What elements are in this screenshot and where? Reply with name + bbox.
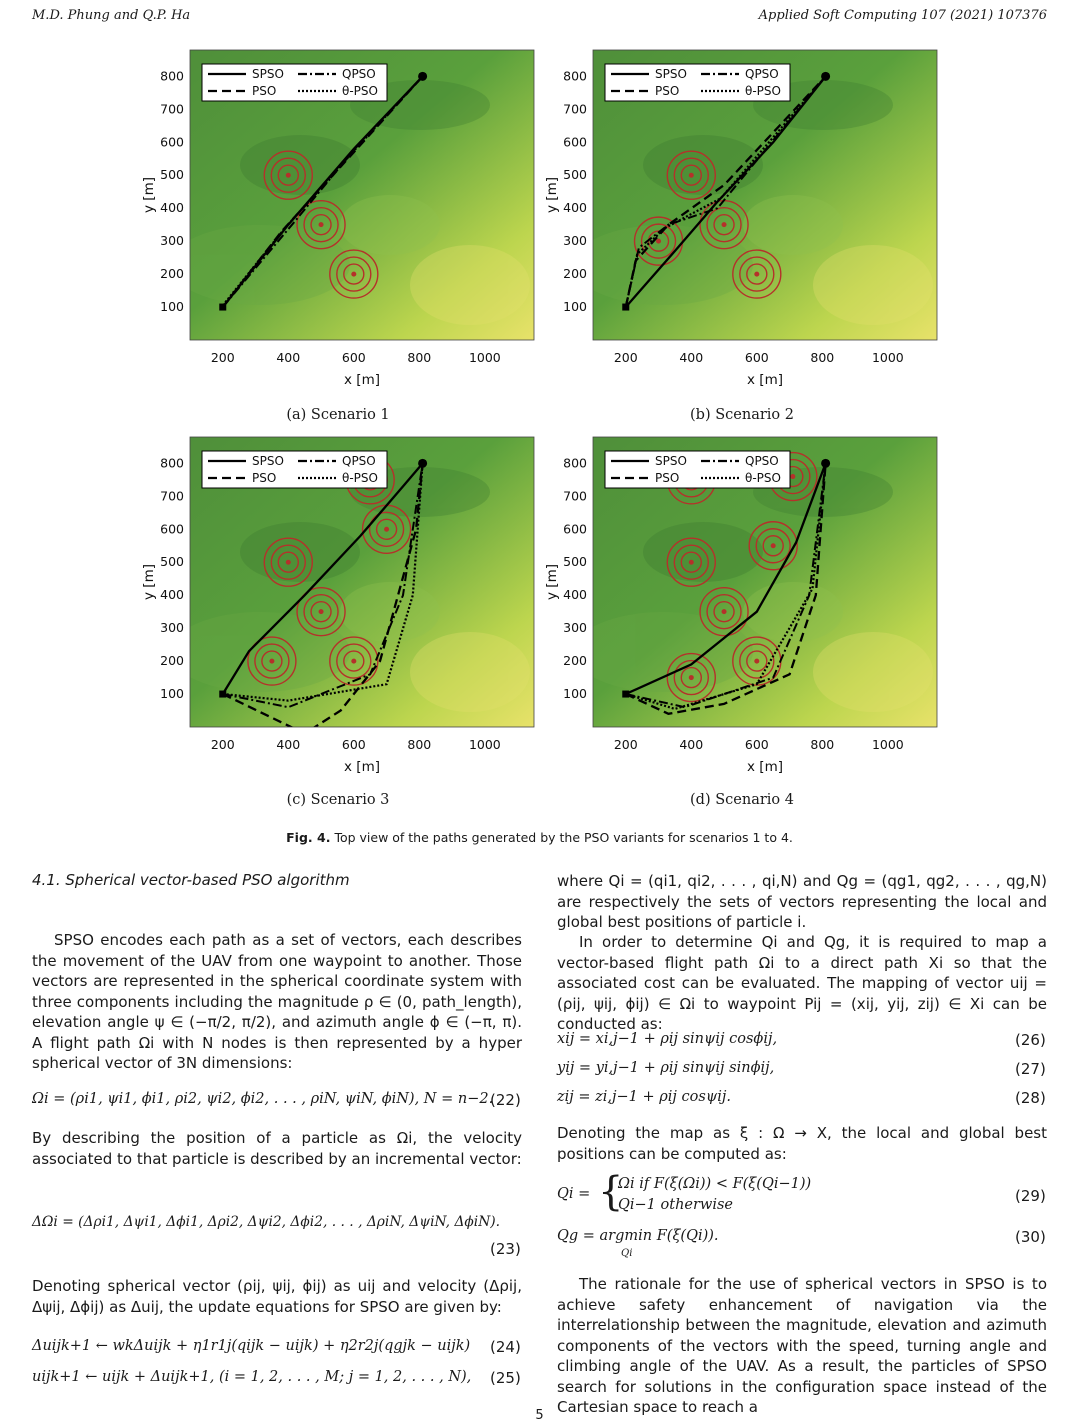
equation-29-lhs: Qi = xyxy=(557,1186,591,1202)
legend xyxy=(202,451,387,488)
threat-zone xyxy=(635,217,683,265)
x-axis-label: x [m] xyxy=(344,759,380,775)
x-tick-label: 600 xyxy=(744,737,769,752)
figure-caption xyxy=(0,830,1079,845)
x-tick-label: 1000 xyxy=(468,737,501,752)
y-tick-label: 200 xyxy=(563,653,587,669)
equation-30: Qg = argmin F(ξ(Qi)). xyxy=(557,1228,719,1244)
y-tick-label: 100 xyxy=(160,686,184,702)
equation-22: Ωi = (ρi1, ψi1, ϕi1, ρi2, ψi2, ϕi2, . . . , ρiN, ψiN, ϕiN), N = n−2. xyxy=(32,1091,494,1107)
legend xyxy=(202,64,387,101)
y-tick-label: 700 xyxy=(563,488,587,504)
right-paragraph-1: where Qi = (qi1, qi2, . . . , qi,N) and Qg = (qg1, qg2, . . . , qg,N) are respectively the sets of vectors representing the local and global best positions of particle i. xyxy=(557,872,1047,931)
equation-26: xij = xi,j−1 + ρij sinψij cosϕij, xyxy=(557,1031,778,1047)
y-tick-label: 300 xyxy=(563,233,587,249)
y-tick-label: 600 xyxy=(160,521,184,537)
y-tick-label: 500 xyxy=(563,554,587,570)
right-paragraph-2: In order to determine Qi and Qg, it is required to map a vector-based flight path Ωi to a direct path Xi so that the associated cost can be evaluated. The mapping of vector uij = (ρij, ψij, ϕij) ∈ Ωi to waypoint Pij = (xij, yij, zij) ∈ Xi can be conducted as: xyxy=(557,933,1047,1033)
x-tick-label: 1000 xyxy=(468,350,501,365)
equation-23: ΔΩi = (Δρi1, Δψi1, Δϕi1, Δρi2, Δψi2, Δϕi2, . . . , ΔρiN, ΔψiN, ΔϕiN). xyxy=(32,1214,501,1230)
x-tick-label: 400 xyxy=(679,737,704,752)
x-tick-label: 200 xyxy=(210,737,235,752)
y-axis-label: y [m] xyxy=(544,564,560,600)
x-tick-label: 400 xyxy=(276,737,301,752)
y-tick-label: 100 xyxy=(160,299,184,315)
equation-30-number: (30) xyxy=(1015,1228,1046,1246)
equation-24: Δuijk+1 ← wkΔuijk + η1r1j(qijk − uijk) + η2r2j(qgjk − uijk) xyxy=(32,1338,471,1354)
x-axis-label: x [m] xyxy=(747,759,783,775)
legend-label: PSO xyxy=(252,84,277,98)
threat-zone xyxy=(264,538,312,586)
threat-zone xyxy=(700,201,748,249)
y-tick-label: 600 xyxy=(160,134,184,150)
terrain-plot-3 xyxy=(543,432,953,777)
figure-panel-d xyxy=(543,432,953,777)
x-tick-label: 800 xyxy=(407,350,432,365)
y-axis-label: y [m] xyxy=(141,564,157,600)
y-tick-label: 800 xyxy=(160,68,184,84)
y-tick-label: 400 xyxy=(563,587,587,603)
x-tick-label: 800 xyxy=(407,737,432,752)
threat-zone xyxy=(264,151,312,199)
right-paragraph-3: Denoting the map as ξ : Ω → X, the local and global best positions can be computed as: xyxy=(557,1124,1047,1163)
legend-label: θ-PSO xyxy=(745,471,781,485)
figure-caption-text: Top view of the paths generated by the PSO variants for scenarios 1 to 4. xyxy=(334,830,793,845)
y-tick-label: 200 xyxy=(563,266,587,282)
legend-label: PSO xyxy=(655,84,680,98)
equation-26-number: (26) xyxy=(1015,1031,1046,1049)
panel-caption-b: (b) Scenario 2 xyxy=(690,407,794,423)
y-tick-label: 800 xyxy=(563,68,587,84)
x-tick-label: 200 xyxy=(613,350,638,365)
panel-caption-d: (d) Scenario 4 xyxy=(690,792,794,808)
equation-30-subscript: Qi xyxy=(621,1248,633,1259)
start-marker xyxy=(219,691,226,698)
y-tick-label: 800 xyxy=(160,455,184,471)
legend-label: SPSO xyxy=(655,67,687,81)
goal-marker xyxy=(821,72,830,81)
equation-29-brace: { xyxy=(598,1169,624,1215)
legend-label: QPSO xyxy=(745,454,779,468)
equation-25-number: (25) xyxy=(490,1369,521,1387)
left-paragraph-2: By describing the position of a particle as Ωi, the velocity associated to that particle is described by an incremental vector: xyxy=(32,1129,522,1168)
threat-zone xyxy=(733,250,781,298)
y-tick-label: 800 xyxy=(563,455,587,471)
x-tick-label: 1000 xyxy=(871,737,904,752)
y-tick-label: 400 xyxy=(160,587,184,603)
legend-label: θ-PSO xyxy=(342,471,378,485)
figure-panel-a xyxy=(140,45,550,390)
legend xyxy=(605,64,790,101)
equation-27-number: (27) xyxy=(1015,1060,1046,1078)
right-paragraph-4: The rationale for the use of spherical vectors in SPSO is to achieve safety enhancement of navigation via the interrelationship between the magnitude, elevation and azimuth components of the vectors with the speed, turning angle and climbing angle of the UAV. As a result, the particles of SPSO search for solutions in the configuration space instead of the Cartesian space to reach a xyxy=(557,1275,1047,1416)
x-tick-label: 600 xyxy=(744,350,769,365)
section-title: 4.1. Spherical vector-based PSO algorithm xyxy=(32,871,350,889)
y-tick-label: 300 xyxy=(160,620,184,636)
figure-panel-b xyxy=(543,45,953,390)
y-tick-label: 500 xyxy=(160,554,184,570)
equation-29-case-2: Qi−1 otherwise xyxy=(618,1197,733,1213)
legend xyxy=(605,451,790,488)
y-tick-label: 700 xyxy=(160,488,184,504)
y-tick-label: 600 xyxy=(563,134,587,150)
equation-25: uijk+1 ← uijk + Δuijk+1, (i = 1, 2, . . . , M; j = 1, 2, . . . , N), xyxy=(32,1369,472,1385)
x-tick-label: 600 xyxy=(341,737,366,752)
legend-label: SPSO xyxy=(252,67,284,81)
equation-22-number: (22) xyxy=(490,1091,521,1109)
start-marker xyxy=(622,304,629,311)
legend-label: θ-PSO xyxy=(745,84,781,98)
legend-label: SPSO xyxy=(655,454,687,468)
left-paragraph-3: Denoting spherical vector (ρij, ψij, ϕij) as uij and velocity (Δρij, Δψij, Δϕij) as Δuij, the update equations for SPSO are given by: xyxy=(32,1277,522,1316)
legend-label: PSO xyxy=(655,471,680,485)
equation-28-number: (28) xyxy=(1015,1089,1046,1107)
threat-zone xyxy=(330,637,378,685)
goal-marker xyxy=(821,459,830,468)
threat-zone xyxy=(667,538,715,586)
legend-label: θ-PSO xyxy=(342,84,378,98)
y-axis-label: y [m] xyxy=(141,177,157,213)
x-tick-label: 200 xyxy=(613,737,638,752)
x-tick-label: 400 xyxy=(276,350,301,365)
terrain-plot-2 xyxy=(140,432,550,777)
equation-29-case-1: Ωi if F(ξ(Ωi)) < F(ξ(Qi−1)) xyxy=(618,1176,812,1192)
panel-caption-c: (c) Scenario 3 xyxy=(286,792,390,808)
equation-29-number: (29) xyxy=(1015,1187,1046,1205)
goal-marker xyxy=(418,459,427,468)
x-axis-label: x [m] xyxy=(747,372,783,388)
y-tick-label: 300 xyxy=(160,233,184,249)
threat-zone xyxy=(749,522,797,570)
y-tick-label: 200 xyxy=(160,266,184,282)
x-tick-label: 1000 xyxy=(871,350,904,365)
y-tick-label: 600 xyxy=(563,521,587,537)
y-axis-label: y [m] xyxy=(544,177,560,213)
equation-27: yij = yi,j−1 + ρij sinψij sinϕij, xyxy=(557,1060,775,1076)
threat-zone xyxy=(330,250,378,298)
equation-23-number: (23) xyxy=(490,1240,521,1258)
start-marker xyxy=(622,691,629,698)
panel-caption-a: (a) Scenario 1 xyxy=(286,407,390,423)
terrain-plot-1 xyxy=(543,45,953,390)
y-tick-label: 100 xyxy=(563,686,587,702)
running-header-authors: M.D. Phung and Q.P. Ha xyxy=(32,8,191,23)
y-tick-label: 500 xyxy=(160,167,184,183)
equation-24-number: (24) xyxy=(490,1338,521,1356)
x-axis-label: x [m] xyxy=(344,372,380,388)
y-tick-label: 300 xyxy=(563,620,587,636)
x-tick-label: 400 xyxy=(679,350,704,365)
legend-label: PSO xyxy=(252,471,277,485)
y-tick-label: 400 xyxy=(160,200,184,216)
x-tick-label: 200 xyxy=(210,350,235,365)
figure-panel-c xyxy=(140,432,550,777)
figure-caption-label: Fig. 4. xyxy=(286,830,331,845)
y-tick-label: 700 xyxy=(563,101,587,117)
goal-marker xyxy=(418,72,427,81)
running-header-journal: Applied Soft Computing 107 (2021) 107376 xyxy=(758,8,1047,23)
y-tick-label: 200 xyxy=(160,653,184,669)
equation-28: zij = zi,j−1 + ρij cosψij. xyxy=(557,1089,731,1105)
legend-label: QPSO xyxy=(342,454,376,468)
legend-label: QPSO xyxy=(342,67,376,81)
y-tick-label: 100 xyxy=(563,299,587,315)
y-tick-label: 500 xyxy=(563,167,587,183)
x-tick-label: 600 xyxy=(341,350,366,365)
legend-label: SPSO xyxy=(252,454,284,468)
x-tick-label: 800 xyxy=(810,350,835,365)
threat-zone xyxy=(667,151,715,199)
legend-label: QPSO xyxy=(745,67,779,81)
terrain-plot-0 xyxy=(140,45,550,390)
x-tick-label: 800 xyxy=(810,737,835,752)
threat-zone xyxy=(700,588,748,636)
y-tick-label: 700 xyxy=(160,101,184,117)
page-number: 5 xyxy=(535,1408,544,1423)
threat-zone xyxy=(667,654,715,702)
y-tick-label: 400 xyxy=(563,200,587,216)
threat-zone xyxy=(363,505,411,553)
start-marker xyxy=(219,304,226,311)
left-paragraph-1: SPSO encodes each path as a set of vectors, each describes the movement of the UAV from one waypoint to another. Those vectors are represented in the spherical coordinate system with three components including the magnitude ρ ∈ (0, path_length), elevation angle ψ ∈ (−π/2, π/2), and azimuth angle ϕ ∈ (−π, π). A flight path Ωi with N nodes is then represented by a hyper spherical vector of 3N dimensions: xyxy=(32,931,522,1072)
